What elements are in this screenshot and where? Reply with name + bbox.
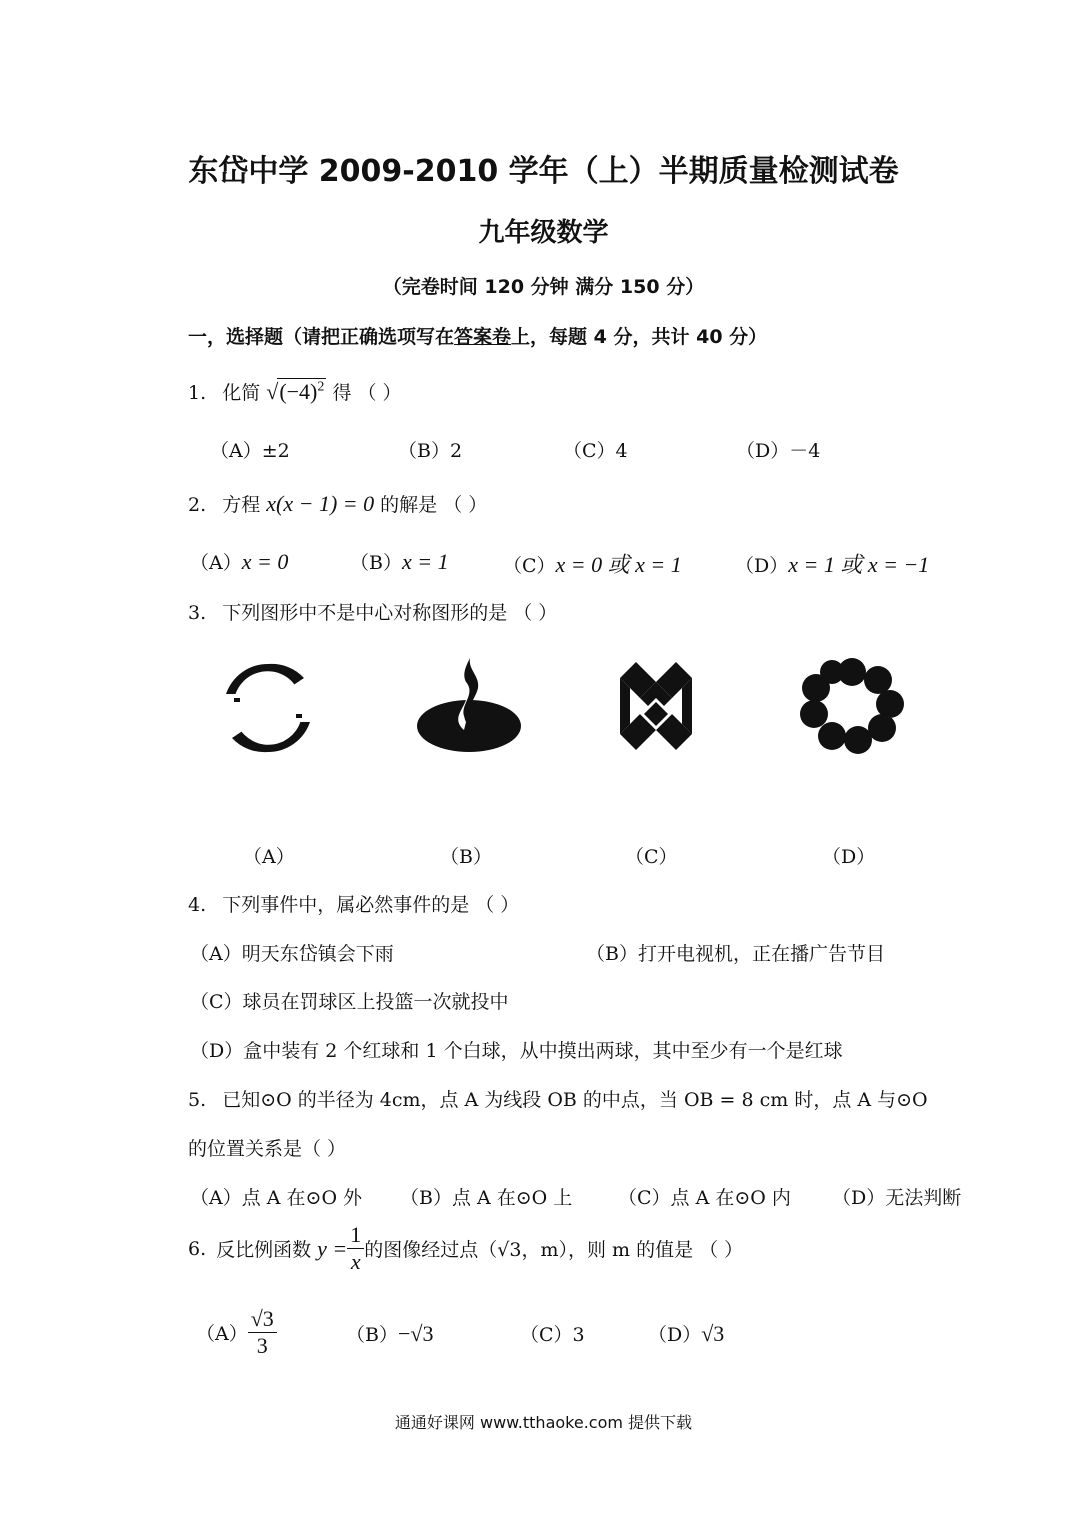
section-heading-post: 上，每题 4 分，共计 40 分） — [511, 326, 768, 348]
question-number: 3. — [188, 602, 207, 624]
q6-option-b — [346, 1320, 433, 1347]
figure-a-swirl-logo — [220, 660, 316, 756]
option-label: （A） — [196, 1323, 248, 1345]
q2-option-b — [350, 548, 449, 575]
section-heading-underlined: 答案卷 — [454, 326, 512, 348]
equation: x(x − 1) = 0 — [266, 491, 375, 516]
option-fraction — [248, 1306, 277, 1359]
option-expr: √3 — [701, 1321, 725, 1346]
option-label: （D） — [735, 555, 789, 577]
question-text-post: 的解是 （ ） — [380, 494, 488, 516]
question-text: 下列图形中不是中心对称图形的是 （ ） — [222, 602, 558, 624]
option-expr: x = 0 或 x = 1 — [555, 552, 682, 577]
question-text-pre: 化简 — [222, 382, 261, 404]
q5-option-a: （A）点 A 在⊙O 外 — [190, 1187, 363, 1209]
question-text: 下列事件中，属必然事件的是 （ ） — [222, 894, 520, 916]
question-text-post: 的图像经过点（√3，m），则 m 的值是 （ ） — [364, 1239, 744, 1261]
option-label: （A） — [190, 552, 242, 574]
figure-d-circle-ring-logo — [798, 656, 906, 756]
question-text-post: 得 （ ） — [332, 382, 402, 404]
q1-option-b: （B）2 — [398, 440, 463, 462]
question-1 — [188, 378, 402, 405]
q2-option-d — [735, 548, 929, 579]
q4-option-b: （B）打开电视机，正在播广告节目 — [586, 943, 885, 965]
question-number: 1. — [188, 382, 207, 404]
q3-option-b: （B） — [440, 846, 492, 868]
q2-option-a — [190, 548, 288, 575]
radicand: (−4) — [279, 379, 318, 404]
function-lhs: y = — [317, 1235, 348, 1261]
fraction-denominator: x — [350, 1249, 361, 1274]
footer-source: 通通好课网 www.tthaoke.com 提供下载 — [394, 1413, 693, 1432]
q1-option-a: （A）±2 — [210, 440, 290, 462]
option-expr: x = 0 — [241, 549, 289, 574]
question-number: 6. — [188, 1237, 207, 1260]
q2-option-c — [503, 548, 682, 579]
question-5 — [188, 1085, 928, 1112]
question-text-line1: 已知⊙O 的半径为 4cm，点 A 为线段 OB 的中点，当 OB = 8 cm 时，点 A 与⊙O — [222, 1089, 928, 1111]
function-fraction — [347, 1222, 364, 1275]
q6-option-c — [520, 1320, 585, 1347]
sqrt-expression: $√(-4)^2$ — [266, 379, 325, 404]
exam-title: 东岱中学 2009-2010 学年（上）半期质量检测试卷 — [188, 154, 899, 189]
option-label: （B） — [350, 552, 402, 574]
fraction-denominator: 3 — [256, 1333, 268, 1358]
question-5-line2: 的位置关系是（ ） — [188, 1138, 347, 1160]
fraction-numerator: √3 — [248, 1306, 277, 1333]
option-label: （B） — [346, 1324, 398, 1346]
question-4 — [188, 890, 519, 917]
q1-option-d: （D）－4 — [736, 440, 821, 462]
section-heading — [188, 322, 767, 349]
exam-info: （完卷时间 120 分钟 满分 150 分） — [382, 276, 705, 298]
question-number: 5. — [188, 1089, 207, 1111]
q3-option-c: （C） — [625, 846, 678, 868]
figure-b-flame-logo — [416, 656, 522, 752]
question-number: 4. — [188, 894, 207, 916]
option-label: （C） — [503, 555, 556, 577]
question-2 — [188, 490, 487, 517]
q3-option-d: （D） — [822, 846, 876, 868]
q5-option-b: （B）点 A 在⊙O 上 — [400, 1187, 573, 1209]
q5-option-c: （C）点 A 在⊙O 内 — [618, 1187, 791, 1209]
option-expr: 3 — [572, 1324, 585, 1346]
q6-option-a — [196, 1306, 277, 1359]
question-3 — [188, 598, 557, 625]
exam-subtitle: 九年级数学 — [478, 218, 609, 248]
option-expr: x = 1 — [401, 549, 449, 574]
q4-option-d: （D）盒中装有 2 个红球和 1 个白球，从中摸出两球，其中至少有一个是红球 — [190, 1040, 843, 1062]
fraction-numerator: 1 — [347, 1222, 364, 1249]
q4-option-a: （A）明天东岱镇会下雨 — [190, 943, 394, 965]
exponent: 2 — [317, 379, 325, 395]
question-text-pre: 反比例函数 — [216, 1239, 312, 1261]
option-label: （C） — [520, 1324, 573, 1346]
q6-option-d — [648, 1320, 724, 1347]
q1-option-c: （C）4 — [563, 440, 628, 462]
question-6 — [188, 1222, 743, 1275]
section-heading-pre: 一，选择题（请把正确选项写在 — [188, 326, 455, 348]
option-expr: x = 1 或 x = −1 — [788, 552, 930, 577]
q3-option-a: （A） — [243, 846, 295, 868]
q5-option-d: （D）无法判断 — [832, 1187, 962, 1209]
q4-option-c: （C）球员在罚球区上投篮一次就投中 — [190, 991, 509, 1013]
question-text-pre: 方程 — [222, 494, 261, 516]
option-label: （D） — [648, 1324, 702, 1346]
figure-c-knot-logo — [616, 658, 696, 754]
option-expr: −√3 — [397, 1321, 434, 1346]
question-number: 2. — [188, 494, 207, 516]
